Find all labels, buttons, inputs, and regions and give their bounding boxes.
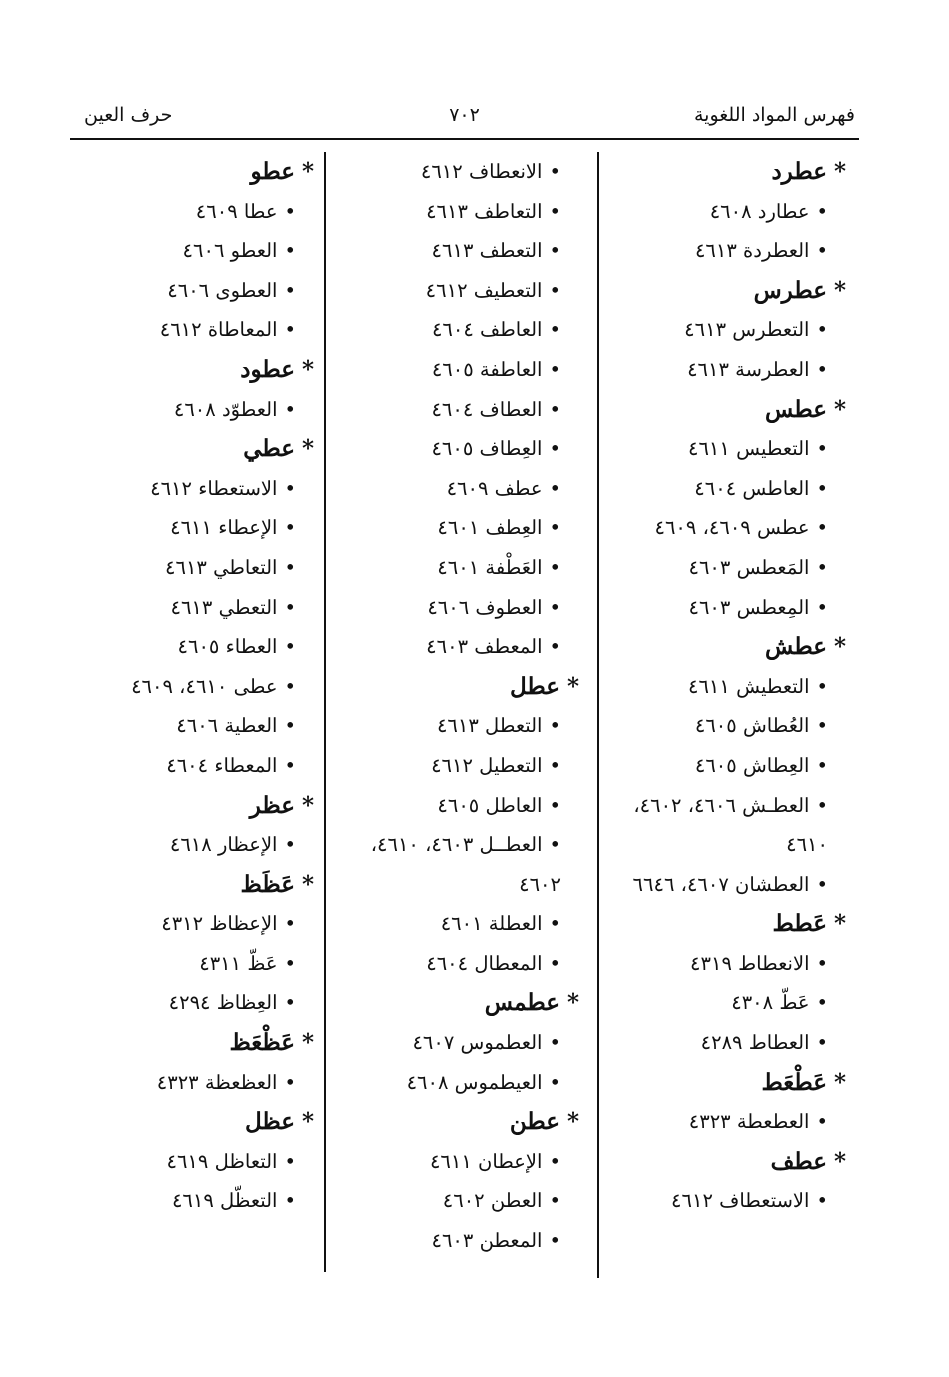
- bullet-icon: •: [549, 1070, 561, 1094]
- entry-text: التعظّل ٤٦١٩: [171, 1189, 278, 1213]
- asterisk-icon: *: [833, 1068, 846, 1096]
- entry-text: العطردة ٤٦١٣: [694, 239, 810, 263]
- index-entry: [600, 192, 852, 232]
- index-entry: [80, 627, 320, 667]
- index-entry: [80, 508, 320, 548]
- index-entry: [335, 469, 585, 509]
- bullet-icon: •: [816, 1031, 828, 1055]
- entry-text: العطلة ٤٦٠١: [440, 912, 543, 936]
- entry-text: ٤٦١٠: [786, 833, 828, 857]
- bullet-icon: •: [816, 872, 828, 896]
- bullet-icon: •: [549, 1031, 561, 1055]
- entry-text: الاستعطاف ٤٦١٢: [671, 1189, 810, 1213]
- bullet-icon: •: [549, 476, 561, 500]
- entry-text: العطــل ٤٦٠٣، ٤٦١٠،: [370, 833, 543, 857]
- entry-text: المعطال ٤٦٠٤: [426, 951, 543, 975]
- bullet-icon: •: [549, 635, 561, 659]
- index-entry: [335, 390, 585, 430]
- entry-text: الإعطاء ٤٦١١: [170, 516, 278, 540]
- bullet-icon: •: [816, 357, 828, 381]
- index-entry: [600, 786, 852, 826]
- bullet-icon: •: [284, 753, 296, 777]
- entry-text: العاطل ٤٦٠٥: [437, 793, 543, 817]
- entry-text: المعطف ٤٦٠٣: [426, 635, 543, 659]
- index-entry: [335, 588, 585, 628]
- asterisk-icon: *: [833, 158, 846, 185]
- bullet-icon: •: [549, 912, 561, 936]
- index-entry: [80, 1181, 320, 1221]
- index-entry: [600, 1023, 852, 1063]
- entry-text: المعطاء ٤٦٠٤: [166, 753, 278, 777]
- index-entry: [335, 904, 585, 944]
- bullet-icon: •: [284, 833, 296, 857]
- entry-text: عطس ٤٦٠٩، ٤٦٠٩: [654, 516, 810, 540]
- index-entry: [335, 152, 585, 192]
- index-entry: [80, 904, 320, 944]
- bullet-icon: •: [549, 278, 561, 302]
- index-entry: [600, 429, 852, 469]
- index-entry: [80, 706, 320, 746]
- root-heading: [80, 350, 320, 390]
- page-number: ٧٠٢: [449, 104, 480, 126]
- entry-text: ٤٦٠٢: [519, 872, 561, 896]
- index-entry: [600, 350, 852, 390]
- root-heading: [80, 1023, 320, 1063]
- bullet-icon: •: [284, 397, 296, 421]
- entry-text: الإعظار ٤٦١٨: [169, 833, 278, 857]
- entry-text: العيطموس ٤٦٠٨: [406, 1070, 543, 1094]
- bullet-icon: •: [549, 318, 561, 342]
- root-label: عطود: [240, 355, 295, 383]
- index-entry: [600, 231, 852, 271]
- root-label: عطرد: [771, 158, 827, 185]
- asterisk-icon: *: [833, 276, 846, 304]
- index-entry: [600, 548, 852, 588]
- index-entry: [600, 944, 852, 984]
- asterisk-icon: *: [301, 1108, 314, 1136]
- bullet-icon: •: [816, 793, 828, 817]
- index-entry: [335, 548, 585, 588]
- root-heading: [80, 152, 320, 192]
- index-entry: [335, 1221, 585, 1261]
- entry-text: العِطاش ٤٦٠٥: [694, 753, 810, 777]
- index-entry: [600, 1181, 852, 1221]
- index-entry: [335, 350, 585, 390]
- asterisk-icon: *: [566, 1108, 579, 1136]
- bullet-icon: •: [549, 1229, 561, 1253]
- entry-text: العاطس ٤٦٠٤: [694, 476, 810, 500]
- asterisk-icon: *: [566, 672, 579, 700]
- index-entry: [600, 508, 852, 548]
- entry-text: العطوّد ٤٦٠٨: [173, 397, 278, 421]
- asterisk-icon: *: [833, 1147, 846, 1175]
- bullet-icon: •: [284, 476, 296, 500]
- root-label: عَطْعَط: [761, 1068, 827, 1096]
- bullet-icon: •: [816, 555, 828, 579]
- root-heading: [80, 786, 320, 826]
- root-label: عَظَظ: [240, 870, 295, 898]
- index-entry: [80, 746, 320, 786]
- entry-text: العطرسة ٤٦١٣: [687, 357, 810, 381]
- entry-text: عطف ٤٦٠٩: [446, 476, 543, 500]
- index-entry: [335, 192, 585, 232]
- bullet-icon: •: [284, 991, 296, 1015]
- root-label: عطرس: [753, 276, 827, 304]
- entry-text: المِعطس ٤٦٠٣: [688, 595, 810, 619]
- entry-continuation: [600, 825, 852, 865]
- root-label: عَطط: [772, 910, 827, 938]
- bullet-icon: •: [284, 1070, 296, 1094]
- entry-text: العطموس ٤٦٠٧: [412, 1031, 543, 1055]
- index-entry: [80, 390, 320, 430]
- root-heading: [600, 152, 852, 192]
- bullet-icon: •: [816, 476, 828, 500]
- entry-text: الانعطاف ٤٦١٢: [420, 160, 543, 183]
- index-entry: [80, 983, 320, 1023]
- entry-text: العطشان ٤٦٠٧، ٦٦٤٦: [632, 872, 810, 896]
- index-entry: [335, 627, 585, 667]
- entry-text: العطوف ٤٦٠٦: [427, 595, 543, 619]
- entry-text: العطية ٤٦٠٦: [176, 714, 278, 738]
- entry-text: الإعطان ٤٦١١: [429, 1149, 543, 1173]
- entry-text: التعطيل ٤٦١٢: [431, 753, 543, 777]
- root-heading: [335, 667, 585, 707]
- root-label: عطف: [770, 1147, 827, 1175]
- entry-text: التعطف ٤٦١٣: [431, 239, 543, 263]
- bullet-icon: •: [284, 318, 296, 342]
- entry-text: التعطيس ٤٦١١: [687, 437, 810, 461]
- bullet-icon: •: [816, 951, 828, 975]
- entry-text: التعطي ٤٦١٣: [170, 595, 278, 619]
- root-heading: [600, 390, 852, 430]
- entry-text: عطارد ٤٦٠٨: [709, 199, 810, 223]
- root-heading: [80, 865, 320, 905]
- entry-text: العطاف ٤٦٠٤: [431, 397, 543, 421]
- root-heading: [335, 1102, 585, 1142]
- index-entry: [600, 667, 852, 707]
- index-entry: [335, 1023, 585, 1063]
- entry-text: العطن ٤٦٠٢: [442, 1189, 543, 1213]
- entry-text: العِظاظ ٤٢٩٤: [168, 991, 278, 1015]
- entry-text: المَعطس ٤٦٠٣: [688, 555, 810, 579]
- column-divider: [324, 152, 326, 1272]
- root-heading: [600, 627, 852, 667]
- entry-text: العطاط ٤٢٨٩: [700, 1031, 810, 1055]
- index-entry: [600, 706, 852, 746]
- entry-text: التعاظل ٤٦١٩: [166, 1149, 278, 1173]
- entry-text: العطاء ٤٦٠٥: [177, 635, 278, 659]
- section-title: حرف العين: [84, 104, 173, 126]
- entry-text: التعطل ٤٦١٣: [436, 714, 543, 738]
- index-entry: [600, 1102, 852, 1142]
- index-entry: [80, 271, 320, 311]
- index-entry: [335, 231, 585, 271]
- entry-text: التعاطي ٤٦١٣: [165, 555, 278, 579]
- header-rule: [70, 138, 859, 140]
- bullet-icon: •: [816, 753, 828, 777]
- root-label: عَظْعَظ: [229, 1029, 295, 1057]
- entry-text: العُطاش ٤٦٠٥: [694, 714, 810, 738]
- index-entry: [335, 1181, 585, 1221]
- bullet-icon: •: [549, 753, 561, 777]
- bullet-icon: •: [549, 160, 561, 183]
- entry-continuation: [335, 865, 585, 905]
- index-entry: [600, 310, 852, 350]
- index-entry: [335, 944, 585, 984]
- bullet-icon: •: [549, 397, 561, 421]
- root-heading: [600, 271, 852, 311]
- bullet-icon: •: [816, 199, 828, 223]
- index-entry: [335, 508, 585, 548]
- index-entry: [80, 825, 320, 865]
- bullet-icon: •: [549, 595, 561, 619]
- root-heading: [600, 1063, 852, 1103]
- root-heading: [80, 1102, 320, 1142]
- entry-text: عطا ٤٦٠٩: [195, 199, 278, 223]
- bullet-icon: •: [549, 1149, 561, 1173]
- index-entry: [600, 865, 852, 905]
- root-label: عطي: [243, 435, 295, 463]
- index-entry: [600, 983, 852, 1023]
- asterisk-icon: *: [301, 1029, 314, 1057]
- index-entry: [80, 1142, 320, 1182]
- index-entry: [335, 746, 585, 786]
- entry-text: التعطيش ٤٦١١: [687, 674, 810, 698]
- index-entry: [600, 746, 852, 786]
- asterisk-icon: *: [301, 158, 314, 185]
- bullet-icon: •: [549, 714, 561, 738]
- bullet-icon: •: [549, 555, 561, 579]
- index-entry: [80, 192, 320, 232]
- bullet-icon: •: [816, 674, 828, 698]
- entry-text: العاطفة ٤٦٠٥: [431, 357, 543, 381]
- bullet-icon: •: [284, 714, 296, 738]
- asterisk-icon: *: [301, 355, 314, 383]
- entry-text: العِطاف ٤٦٠٥: [431, 437, 543, 461]
- index-entry: [335, 786, 585, 826]
- bullet-icon: •: [284, 635, 296, 659]
- bullet-icon: •: [816, 239, 828, 263]
- index-entry: [335, 1063, 585, 1103]
- bullet-icon: •: [816, 991, 828, 1015]
- bullet-icon: •: [816, 437, 828, 461]
- running-title: فهرس المواد اللغوية: [693, 104, 855, 126]
- asterisk-icon: *: [833, 910, 846, 938]
- root-heading: [600, 904, 852, 944]
- root-label: عظل: [244, 1108, 295, 1136]
- asterisk-icon: *: [833, 395, 846, 423]
- entry-text: العَطْفة ٤٦٠١: [437, 555, 543, 579]
- entry-text: العطـش ٤٦٠٦، ٤٦٠٢،: [633, 793, 810, 817]
- column-divider: [597, 152, 599, 1278]
- bullet-icon: •: [284, 555, 296, 579]
- bullet-icon: •: [284, 199, 296, 223]
- bullet-icon: •: [816, 1189, 828, 1213]
- root-label: عطن: [509, 1108, 560, 1136]
- index-entry: [335, 429, 585, 469]
- bullet-icon: •: [284, 278, 296, 302]
- entry-text: الإعظاظ ٤٣١٢: [161, 912, 278, 936]
- bullet-icon: •: [816, 318, 828, 342]
- index-entry: [335, 706, 585, 746]
- root-label: عطو: [250, 158, 295, 185]
- entry-text: العطو ٤٦٠٦: [182, 239, 278, 263]
- index-entry: [335, 310, 585, 350]
- root-heading: [335, 983, 585, 1023]
- entry-text: العِطف ٤٦٠١: [437, 516, 543, 540]
- bullet-icon: •: [549, 516, 561, 540]
- bullet-icon: •: [816, 595, 828, 619]
- bullet-icon: •: [549, 951, 561, 975]
- index-column-1: [600, 152, 852, 1221]
- entry-text: المعاطاة ٤٦١٢: [159, 318, 278, 342]
- root-label: عطش: [765, 633, 827, 661]
- entry-text: العطوى ٤٦٠٦: [167, 278, 278, 302]
- index-entry: [80, 1063, 320, 1103]
- index-entry: [335, 271, 585, 311]
- bullet-icon: •: [549, 199, 561, 223]
- index-column-2: [335, 152, 585, 1261]
- bullet-icon: •: [284, 516, 296, 540]
- bullet-icon: •: [816, 714, 828, 738]
- index-entry: [80, 548, 320, 588]
- index-entry: [80, 310, 320, 350]
- asterisk-icon: *: [833, 633, 846, 661]
- entry-text: العطعطة ٤٣٢٣: [688, 1110, 810, 1134]
- entry-text: عَطّ ٤٣٠٨: [731, 991, 810, 1015]
- bullet-icon: •: [284, 674, 296, 698]
- index-entry: [80, 231, 320, 271]
- root-heading: [600, 1142, 852, 1182]
- bullet-icon: •: [284, 595, 296, 619]
- index-entry: [80, 944, 320, 984]
- bullet-icon: •: [549, 437, 561, 461]
- index-entry: [600, 469, 852, 509]
- bullet-icon: •: [549, 239, 561, 263]
- bullet-icon: •: [284, 1189, 296, 1213]
- root-label: عطمس: [484, 989, 560, 1017]
- page-header: [70, 100, 859, 134]
- asterisk-icon: *: [566, 989, 579, 1017]
- entry-text: التعاطف ٤٦١٣: [426, 199, 543, 223]
- index-entry: [80, 667, 320, 707]
- entry-text: العاطف ٤٦٠٤: [431, 318, 543, 342]
- bullet-icon: •: [549, 833, 561, 857]
- index-entry: [80, 469, 320, 509]
- bullet-icon: •: [549, 1189, 561, 1213]
- bullet-icon: •: [816, 1110, 828, 1134]
- root-heading: [80, 429, 320, 469]
- entry-text: التعطرس ٤٦١٣: [684, 318, 810, 342]
- asterisk-icon: *: [301, 791, 314, 819]
- root-label: عطل: [509, 672, 560, 700]
- entry-text: الاستعطاء ٤٦١٢: [150, 476, 278, 500]
- root-label: عطس: [765, 395, 827, 423]
- bullet-icon: •: [549, 793, 561, 817]
- index-entry: [335, 1142, 585, 1182]
- bullet-icon: •: [284, 239, 296, 263]
- index-entry: [80, 588, 320, 628]
- entry-text: عطى ٤٦١٠، ٤٦٠٩: [131, 674, 278, 698]
- asterisk-icon: *: [301, 435, 314, 463]
- entry-text: التعطيف ٤٦١٢: [425, 278, 543, 302]
- bullet-icon: •: [284, 1149, 296, 1173]
- bullet-icon: •: [816, 516, 828, 540]
- index-entry: [335, 825, 585, 865]
- root-label: عظر: [249, 791, 295, 819]
- entry-text: العظعظة ٤٣٢٣: [156, 1070, 278, 1094]
- index-column-3: [80, 152, 320, 1221]
- index-entry: [600, 588, 852, 628]
- entry-text: المعطن ٤٦٠٣: [431, 1229, 543, 1253]
- bullet-icon: •: [284, 951, 296, 975]
- bullet-icon: •: [284, 912, 296, 936]
- entry-text: الانعطاط ٤٣١٩: [690, 951, 810, 975]
- asterisk-icon: *: [301, 870, 314, 898]
- entry-text: عَظّ ٤٣١١: [199, 951, 278, 975]
- bullet-icon: •: [549, 357, 561, 381]
